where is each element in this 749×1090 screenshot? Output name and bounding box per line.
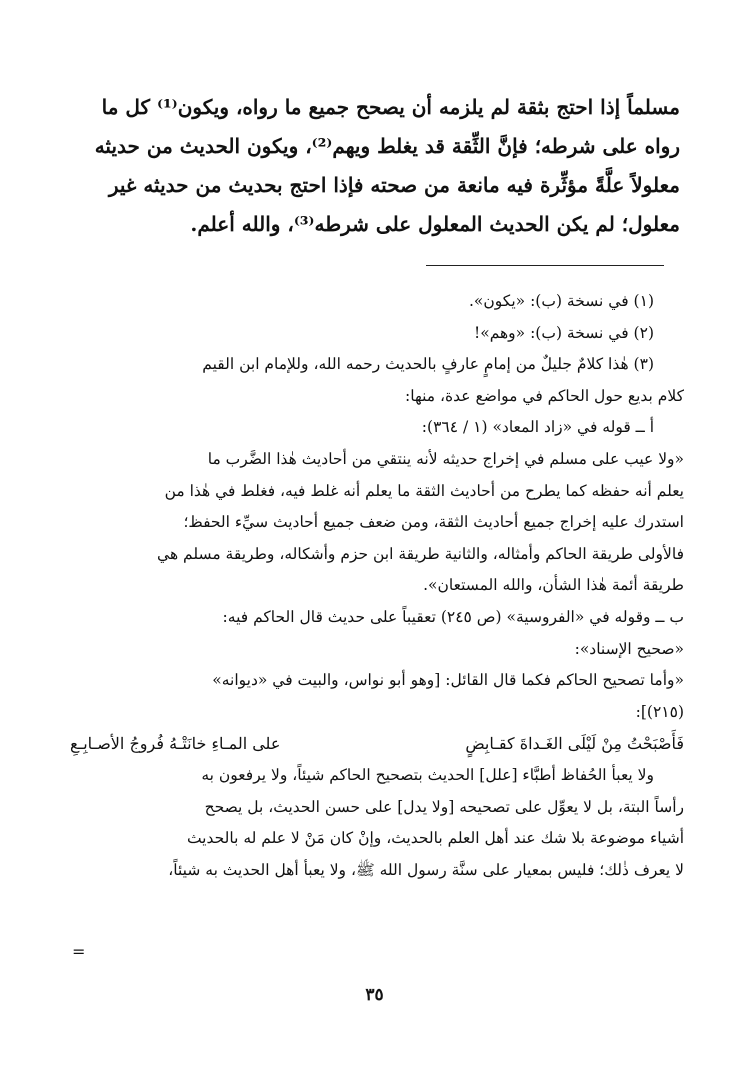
verse-second-hemistich: على المـاءِ خانَتْـهُ فُروجُ الأصـابِـعِ bbox=[70, 734, 281, 754]
footnotes bbox=[70, 286, 684, 886]
footnote-2: (٢) في نسخة (ب): «وهم»! bbox=[473, 323, 654, 342]
main-line-2: رواه على شرطه؛ فإنَّ الثِّقة قد يغلط ويهم⁽²⁾، ويكون الحديث من حديثه bbox=[94, 134, 680, 158]
item-b-cont-line-2: رأساً البتة، بل لا يعوِّل على تصحيحه [ولا يدل] على حسن الحديث، بل يصحح bbox=[204, 797, 684, 816]
main-text bbox=[80, 88, 680, 244]
footnote-separator bbox=[426, 265, 664, 266]
item-a-quote-line-4: فالأولى طريقة الحاكم وأمثاله، والثانية طريقة ابن حزم وأشكاله، وطريقة مسلم هي bbox=[157, 544, 684, 563]
item-a-quote-line-2: يعلم أنه حفظه كما يطرح من أحاديث الثقة ما يعلم أنه غلط فيه، فغلط في هٰذا من bbox=[164, 481, 684, 500]
item-a-quote-line-5: طريقة أئمة هٰذا الشأن، والله المستعان». bbox=[423, 576, 684, 595]
item-b-quote-line-2: (٢١٥)]: bbox=[635, 702, 684, 721]
main-line-1: مسلماً إذا احتج بثقة لم يلزمه أن يصحح جميع ما رواه، ويكون⁽¹⁾ كل ما bbox=[101, 95, 680, 119]
item-a-quote-line-3: استدرك عليه إخراج جميع أحاديث الثقة، ومن ضعف جميع أحاديث سيِّء الحفظ؛ bbox=[183, 513, 684, 532]
item-b-line-1: ب ــ وقوله في «الفروسية» (ص ٢٤٥) تعقيباً على حديث قال الحاكم فيه: bbox=[222, 607, 684, 626]
item-b-quote-line-1: «وأما تصحيح الحاكم فكما قال القائل: [وهو أبو نواس، والبيت في «ديوانه» bbox=[212, 671, 684, 690]
item-b-cont-line-4: لا يعرف ذٰلك؛ فليس بمعيار على سنَّة رسول الله ﷺ، ولا يعبأ أهل الحديث به شيئاً، bbox=[168, 860, 684, 879]
footnote-3-line-1: (٣) هٰذا كلامٌ جليلٌ من إمامٍ عارفٍ بالحديث رحمه الله، وللإمام ابن القيم bbox=[202, 355, 654, 374]
verse-first-hemistich: فَأَصْبَحْتُ مِنْ لَيْلَى الغَـداةَ كقـابِضٍ bbox=[465, 734, 684, 754]
continuation-mark: = bbox=[72, 942, 86, 961]
footnote-1: (١) في نسخة (ب): «يكون». bbox=[469, 292, 654, 310]
item-b-cont-line-3: أشياء موضوعة بلا شك عند أهل العلم بالحديث، وإنْ كان مَنْ لا علم له بالحديث bbox=[186, 829, 684, 848]
item-a-heading: أ ــ قوله في «زاد المعاد» (١ / ٣٦٤): bbox=[421, 418, 654, 437]
main-line-4: معلول؛ لم يكن الحديث المعلول على شرطه⁽³⁾، والله أعلم. bbox=[190, 212, 680, 236]
poetry-verse bbox=[70, 728, 684, 760]
page-number: ٣٥ bbox=[365, 985, 384, 1005]
main-line-3: معلولاً علَّةً مؤثِّرة فيه مانعة من صحته فإذا احتج بحديث من حديثه غير bbox=[108, 173, 680, 197]
item-b-cont-line-1: ولا يعبأ الحُفاظ أطبَّاء [علل] الحديث بتصحيح الحاكم شيئاً، ولا يرفعون به bbox=[201, 765, 654, 784]
footnote-3-line-2: كلام بديع حول الحاكم في مواضع عدة، منها: bbox=[405, 386, 684, 405]
item-b-line-2: «صحيح الإسناد»: bbox=[574, 639, 684, 658]
item-a-quote-line-1: «ولا عيب على مسلم في إخراج حديثه لأنه ينتقي من أحاديث هٰذا الضَّرب ما bbox=[207, 449, 684, 468]
